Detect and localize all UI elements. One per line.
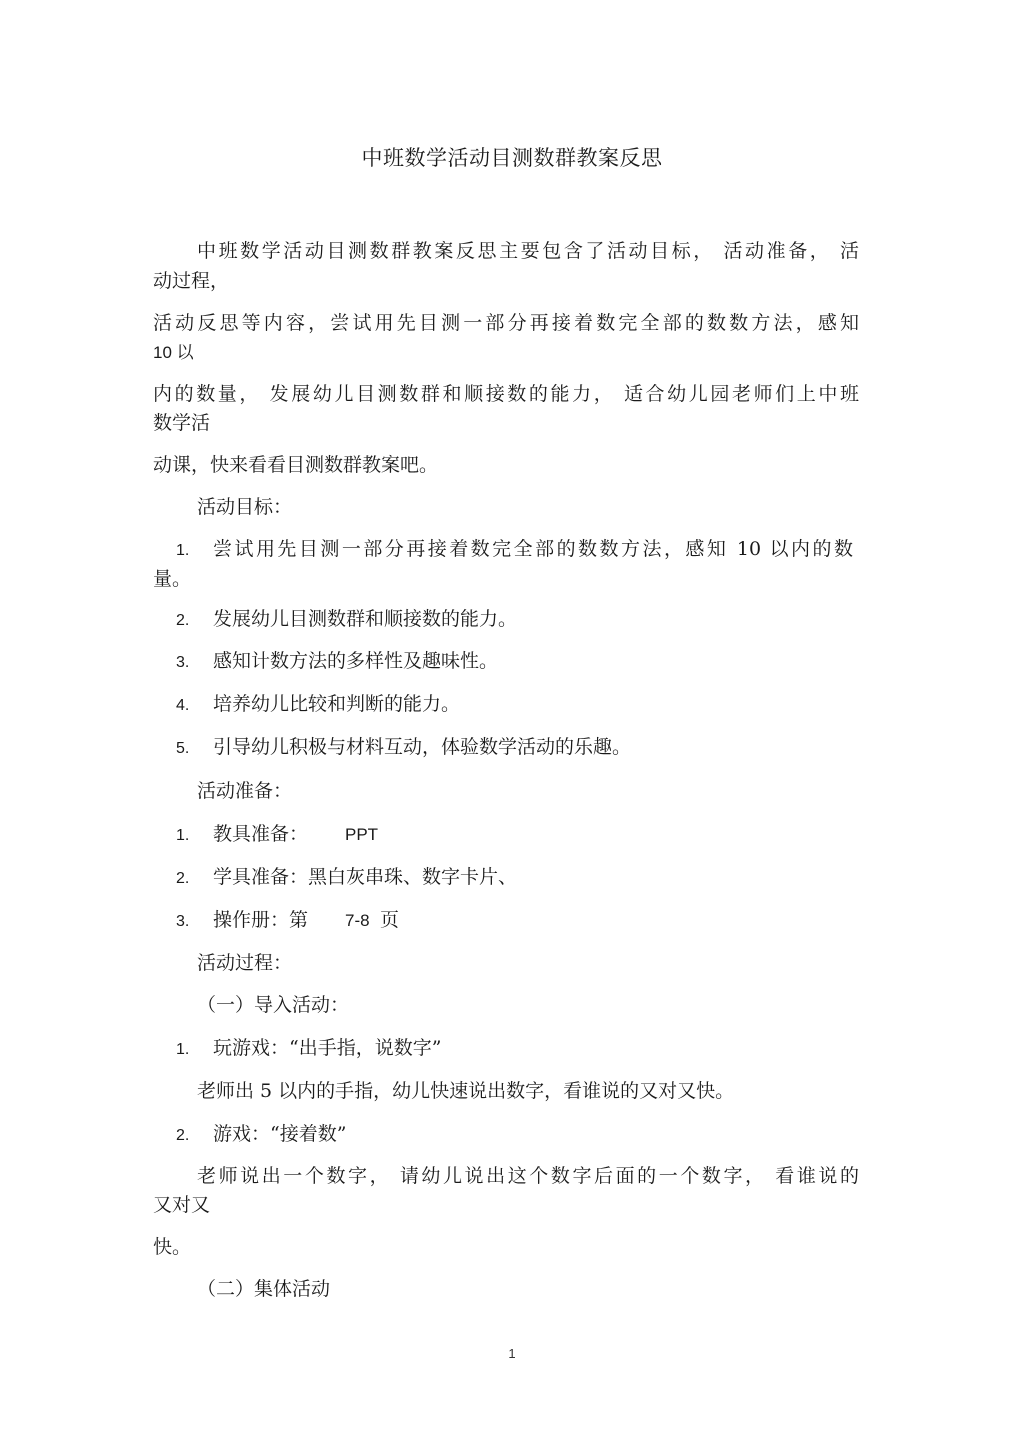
prep-heading: 活动准备：	[197, 780, 293, 802]
intro-line-3: 活动反思等内容，尝试用先目测一部分再接着数完全部的数数方法，感知	[153, 312, 859, 334]
goal-text-continued: 量。	[153, 568, 192, 590]
goal-text: 感知计数方法的多样性及趣味性。	[213, 650, 499, 672]
prep-number: 1.	[176, 827, 190, 844]
goal-number: 5.	[176, 740, 190, 757]
intro-line-2: 动过程，	[153, 270, 230, 292]
goals-heading: 活动目标：	[197, 496, 293, 518]
game-text: 玩游戏：“出手指，说数字”	[213, 1037, 442, 1059]
goal-number: 2.	[176, 612, 190, 629]
game-number: 1.	[176, 1041, 190, 1058]
game-text: 游戏：“接着数”	[213, 1123, 347, 1145]
process-subheading-1: （一）导入活动：	[197, 994, 350, 1016]
goal-text: 尝试用先目测一部分再接着数完全部的数数方法，感知 10 以内的数	[213, 538, 853, 560]
page-number: 1	[508, 1346, 516, 1361]
goal-text: 培养幼儿比较和判断的能力。	[213, 693, 461, 715]
game-2-description-line-1: 老师说出一个数字， 请幼儿说出这个数字后面的一个数字， 看谁说的	[197, 1165, 859, 1187]
process-subheading-2: （二）集体活动	[197, 1278, 331, 1300]
prep-text: 学具准备：黑白灰串珠、数字卡片、	[213, 866, 518, 888]
intro-line-7: 动课，快来看看目测数群教案吧。	[153, 454, 439, 476]
intro-line-5: 内的数量， 发展幼儿目测数群和顺接数的能力， 适合幼儿园老师们上中班	[153, 383, 859, 405]
prep-extra: PPT	[345, 825, 379, 844]
goal-text: 引导幼儿积极与材料互动，体验数学活动的乐趣。	[213, 736, 632, 758]
prep-text: 教具准备：	[213, 823, 309, 845]
intro-line-6: 数学活	[153, 412, 211, 434]
game-2-description-line-2: 又对又	[153, 1194, 211, 1216]
goal-text: 发展幼儿目测数群和顺接数的能力。	[213, 608, 518, 630]
prep-extra: 7-8	[345, 911, 370, 930]
goal-number: 1.	[176, 542, 190, 559]
prep-number: 2.	[176, 870, 190, 887]
game-2-description-line-3: 快。	[153, 1236, 192, 1258]
page-title: 中班数学活动目测数群教案反思	[361, 146, 663, 170]
intro-line-1: 中班数学活动目测数群教案反思主要包含了活动目标， 活动准备， 活	[197, 240, 859, 262]
goal-number: 4.	[176, 697, 190, 714]
prep-tail: 页	[380, 909, 400, 931]
prep-text: 操作册：第	[213, 909, 309, 931]
game-number: 2.	[176, 1127, 190, 1144]
goal-number: 3.	[176, 654, 190, 671]
process-heading: 活动过程：	[197, 952, 293, 974]
intro-line-4: 10 以	[153, 343, 194, 362]
prep-number: 3.	[176, 913, 190, 930]
game-1-description: 老师出 5 以内的手指，幼儿快速说出数字，看谁说的又对又快。	[197, 1080, 735, 1102]
